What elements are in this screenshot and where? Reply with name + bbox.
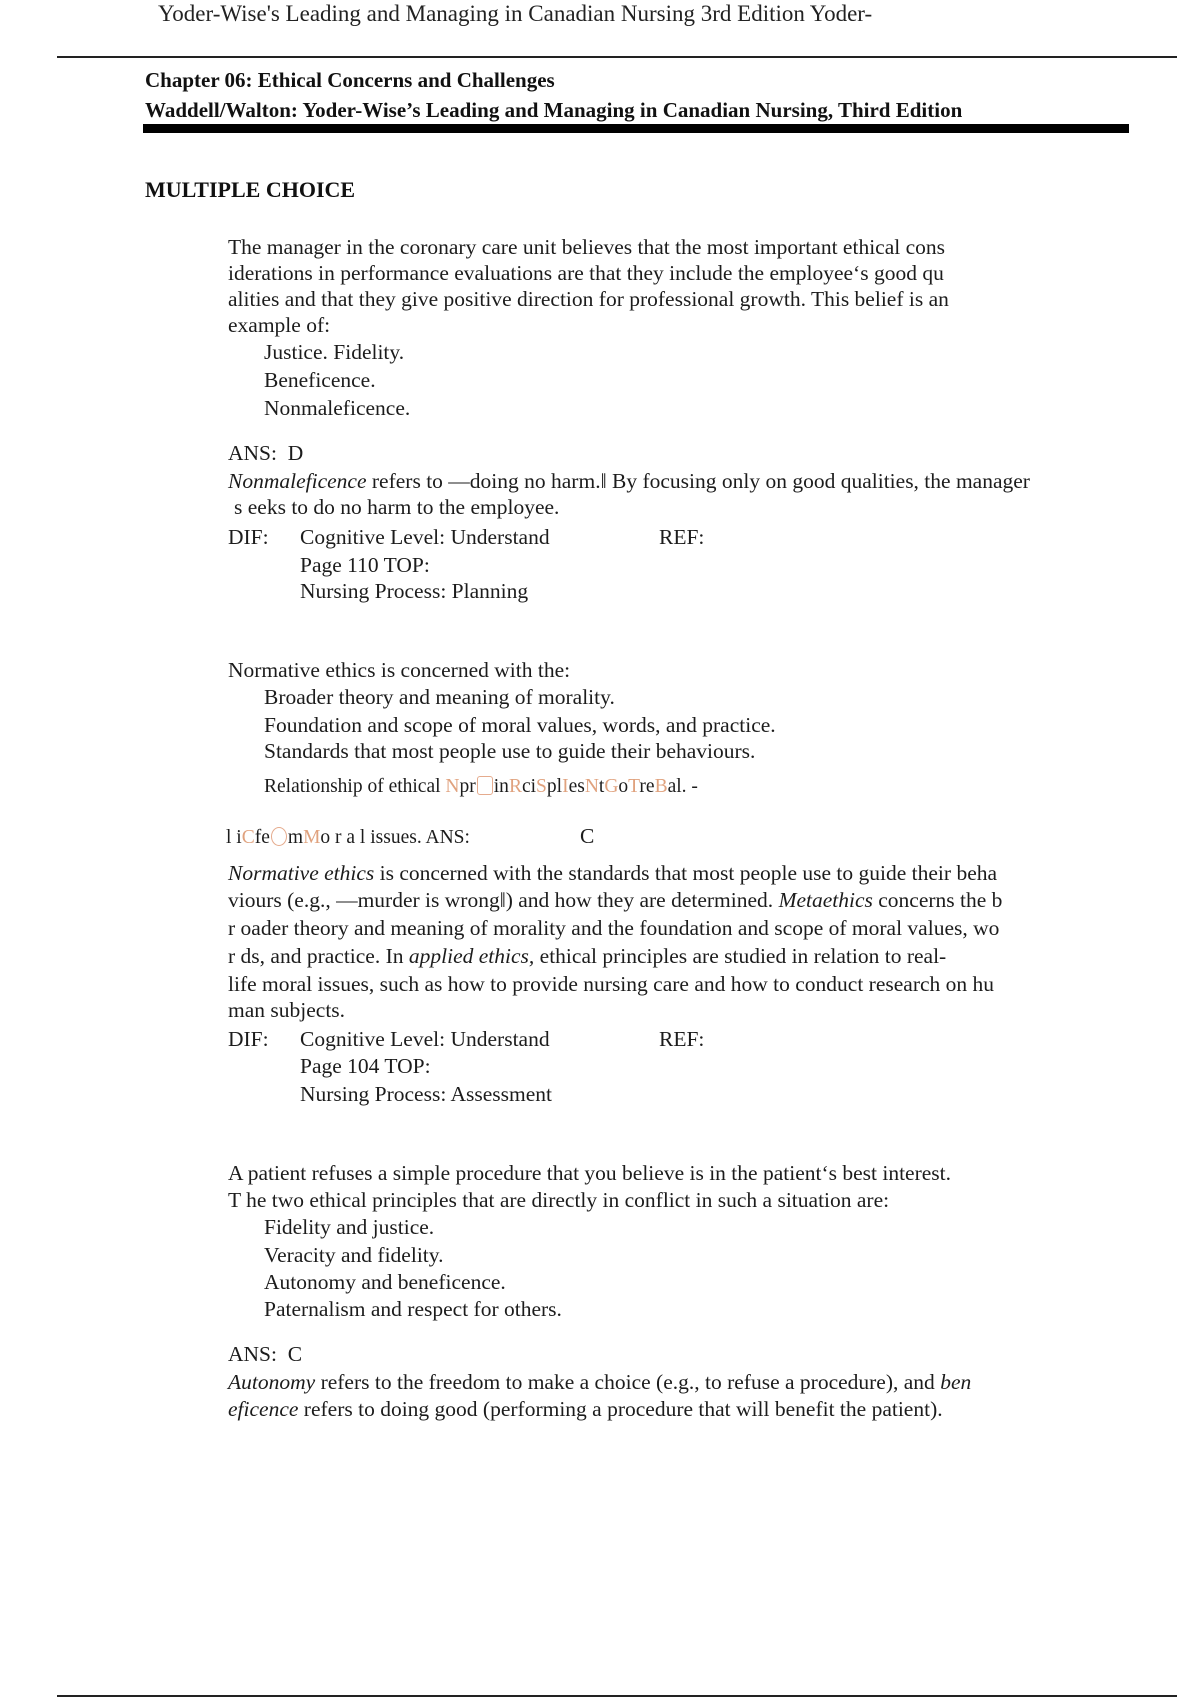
- q1-answer: ANS: D: [228, 441, 304, 465]
- q2-stem: Normative ethics is concerned with the:: [228, 658, 571, 682]
- q1-stem-line: example of:: [228, 313, 331, 337]
- watermark-letter: N: [584, 776, 599, 797]
- q2-option-watermarked: Relationship of ethical Npr inRciSplIesNtGoTreBal. -: [264, 776, 698, 797]
- q1-process: Nursing Process: Planning: [300, 579, 529, 603]
- q3-answer-value: C: [287, 1342, 303, 1366]
- watermark-letter: B: [654, 776, 668, 797]
- q1-ref-label: REF:: [659, 525, 705, 549]
- q3-option: Paternalism and respect for others.: [264, 1297, 562, 1321]
- q2-dif-label: DIF:: [228, 1027, 269, 1051]
- q2-rationale-line: r oader theory and meaning of morality and the foundation and scope of moral values, wo: [228, 916, 1000, 940]
- q3-option: Autonomy and beneficence.: [264, 1270, 506, 1294]
- q2-answer-value: C: [580, 824, 595, 848]
- watermark-letter-o: [271, 827, 287, 846]
- q2-process: Nursing Process: Assessment: [300, 1082, 553, 1106]
- q2-rationale-line: Normative ethics is concerned with the standards that most people use to guide their beha: [228, 861, 998, 885]
- q2-rationale-line: viours (e.g., ―murder is wrong‖) and how they are determined. Metaethics concerns the b: [228, 888, 1003, 912]
- watermark-letter: G: [604, 776, 619, 797]
- q2-rationale-line: man subjects.: [228, 998, 346, 1022]
- q2-ref-label: REF:: [659, 1027, 705, 1051]
- watermark-letter: T: [628, 776, 640, 797]
- q1-option: Nonmaleficence.: [264, 396, 411, 420]
- q3-stem-line: A patient refuses a simple procedure that you believe is in the patient‘s best interest.: [228, 1161, 952, 1185]
- watermark-letter: R: [508, 776, 522, 797]
- q2-option: Broader theory and meaning of morality.: [264, 685, 615, 709]
- q2-dif-value: Cognitive Level: Understand: [300, 1027, 550, 1051]
- q3-rationale-line: eficence refers to doing good (performing a procedure that will benefit the patient).: [228, 1397, 943, 1421]
- q1-stem-line: iderations in performance evaluations are that they include the employee‘s good qu: [228, 261, 944, 285]
- footer-rule: [57, 1695, 1177, 1697]
- q3-rationale-line: Autonomy refers to the freedom to make a choice (e.g., to refuse a procedure), and ben: [228, 1370, 972, 1394]
- watermark-letter: S: [536, 776, 547, 797]
- q1-dif-value: Cognitive Level: Understand: [300, 525, 550, 549]
- q2-option: Standards that most people use to guide their behaviours.: [264, 739, 756, 763]
- q3-option: Veracity and fidelity.: [264, 1243, 444, 1267]
- book-title: Waddell/Walton: Yoder-Wise’s Leading and Managing in Canadian Nursing, Third Edition: [145, 98, 963, 122]
- watermark-letter: M: [303, 827, 321, 848]
- q1-option: Justice. Fidelity.: [264, 340, 405, 364]
- q1-page-top: Page 110 TOP:: [300, 553, 430, 577]
- chapter-title: Chapter 06: Ethical Concerns and Challenges: [145, 68, 555, 92]
- watermark-letter: I: [562, 776, 569, 797]
- header-rule: [57, 56, 1177, 58]
- running-title: Yoder-Wise's Leading and Managing in Canadian Nursing 3rd Edition Yoder-: [158, 1, 873, 26]
- watermark-letter: N: [445, 776, 460, 797]
- q2-option: Foundation and scope of moral values, words, and practice.: [264, 713, 776, 737]
- q2-page-top: Page 104 TOP:: [300, 1054, 431, 1078]
- q2-rationale-line: r ds, and practice. In applied ethics, ethical principles are studied in relation to real-: [228, 944, 947, 968]
- q1-rationale-line: s eeks to do no harm to the employee.: [234, 495, 560, 519]
- q3-answer: ANS: C: [228, 1342, 303, 1366]
- q1-stem-line: The manager in the coronary care unit believes that the most important ethical cons: [228, 235, 946, 259]
- watermark-letter-u: [477, 776, 493, 795]
- q1-answer-value: D: [287, 441, 304, 465]
- q3-option: Fidelity and justice.: [264, 1215, 435, 1239]
- q1-stem-line: alities and that they give positive direction for professional growth. This belief is an: [228, 287, 949, 311]
- q1-rationale-line: Nonmaleficence refers to ―doing no harm.‖ By focusing only on good qualities, the manager: [228, 469, 1030, 493]
- q1-option: Beneficence.: [264, 368, 376, 392]
- q2-rationale-line: life moral issues, such as how to provide nursing care and how to conduct research on hu: [228, 972, 995, 996]
- q1-dif-label: DIF:: [228, 525, 269, 549]
- watermark-letter: C: [241, 827, 255, 848]
- title-rule: [143, 124, 1129, 133]
- q2-answer-line: l iCfe mMo r a l issues. ANS:: [226, 827, 470, 848]
- q3-stem-line: T he two ethical principles that are directly in conflict in such a situation are:: [228, 1188, 890, 1212]
- section-title: MULTIPLE CHOICE: [145, 177, 356, 202]
